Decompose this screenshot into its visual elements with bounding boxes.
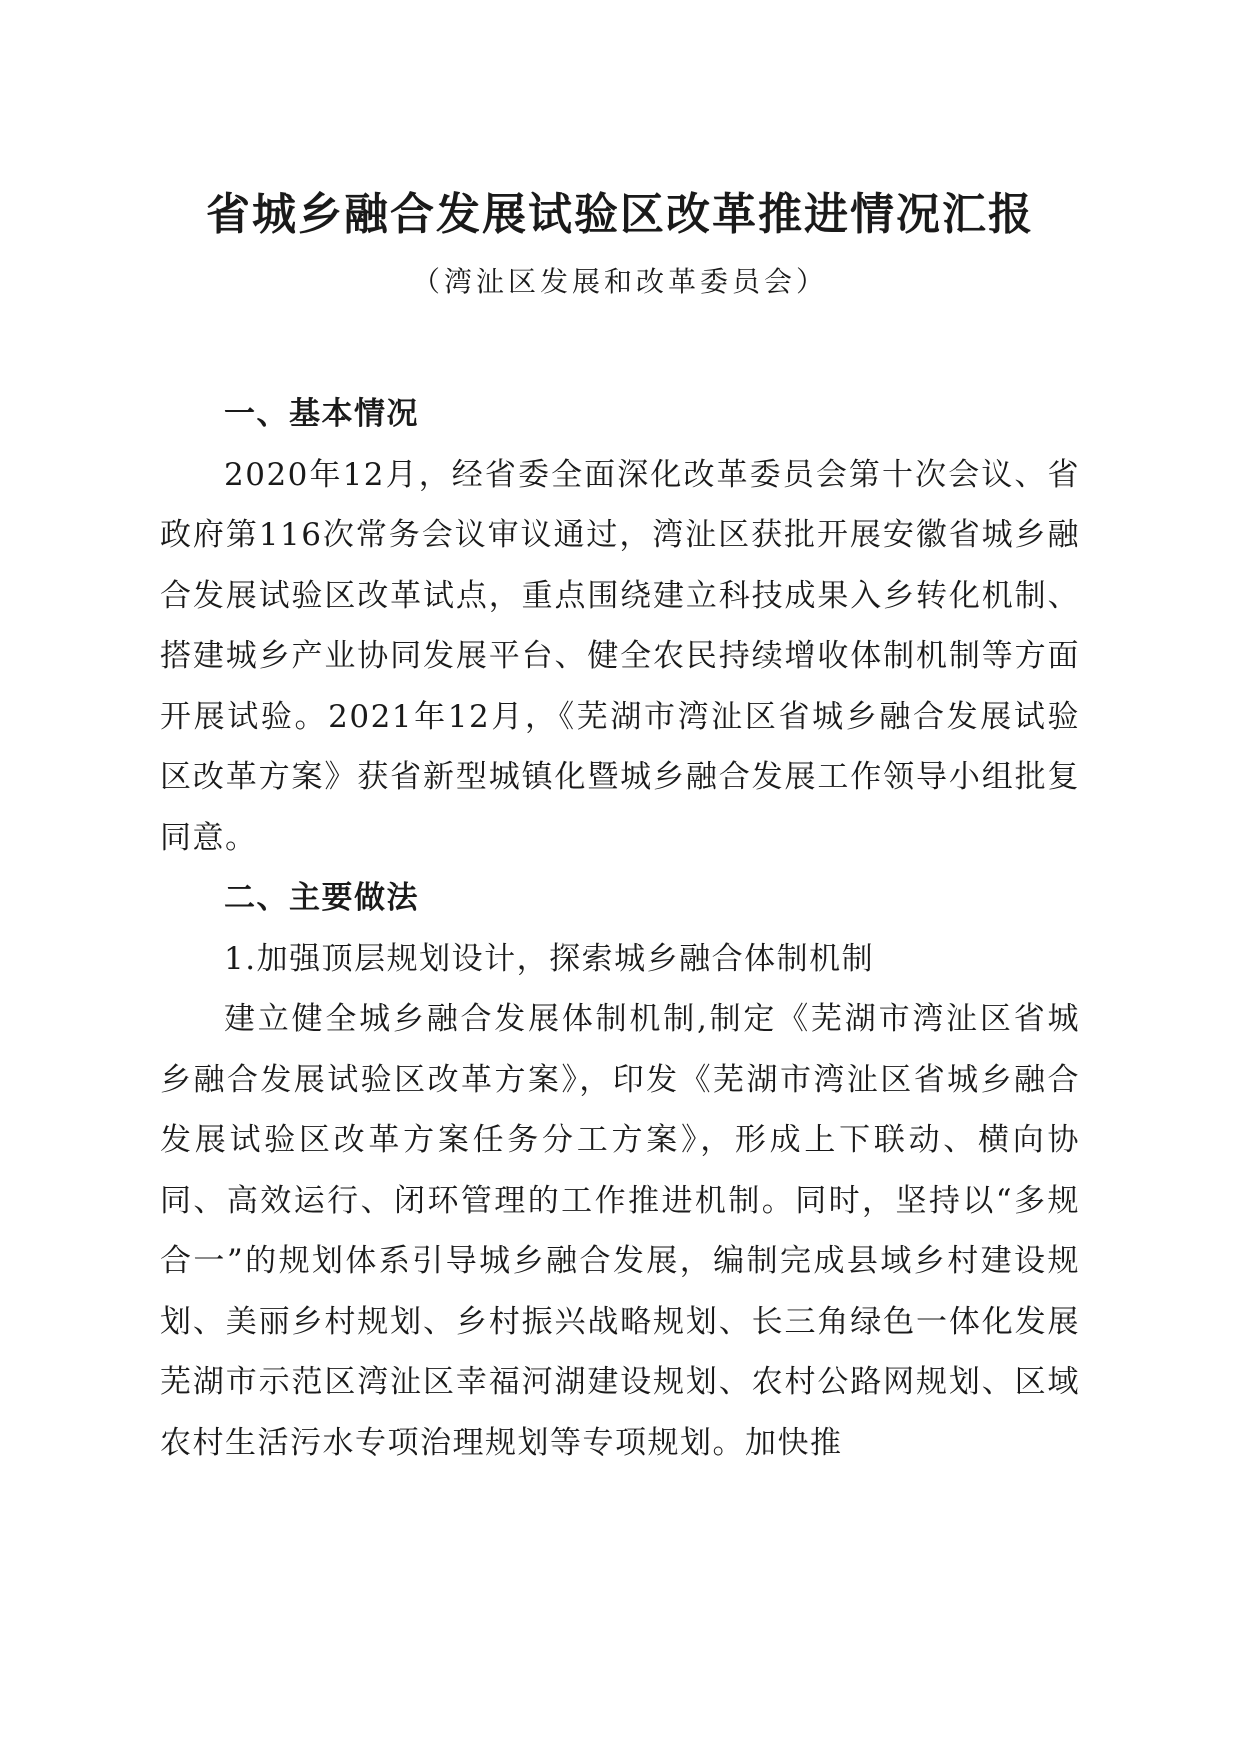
document-title: 省城乡融合发展试验区改革推进情况汇报: [206, 189, 1034, 240]
paragraph-planning: 建立健全城乡融合发展体制机制,制定《芜湖市湾沚区省城乡融合发展试验区改革方案》，印发《芜湖市湾沚区省城乡融合发展试验区改革方案任务分工方案》，形成上下联动、横向协同、高效运行、闭环管理的工作推进机制。同时，坚持以“多规合一”的规划体系引导城乡融合发展，编制完成县域乡村建设规划、美丽乡村规划、乡村振兴战略规划、长三角绿色一体化发展芜湖市示范区湾沚区幸福河湖建设规划、农村公路网规划、区域农村生活污水专项治理规划等专项规划。加快推: [160, 1001, 1080, 1461]
section-heading-basic: 一、基本情况: [224, 396, 419, 432]
subheading-planning: 1.加强顶层规划设计，探索城乡融合体制机制: [224, 940, 875, 977]
section-heading-practice: 二、主要做法: [224, 880, 419, 916]
document-body: [160, 384, 1080, 1473]
paragraph-basic: 2020年12月，经省委全面深化改革委员会第十次会议、省政府第116次常务会议审议通过，湾沚区获批开展安徽省城乡融合发展试验区改革试点，重点围绕建立科技成果入乡转化机制、搭建城乡产业协同发展平台、健全农民持续增收体制机制等方面开展试验。2021年12月，《芜湖市湾沚区省城乡融合发展试验区改革方案》获省新型城镇化暨城乡融合发展工作领导小组批复同意。: [160, 456, 1080, 856]
document-subtitle: （湾沚区发展和改革委员会）: [411, 265, 828, 298]
